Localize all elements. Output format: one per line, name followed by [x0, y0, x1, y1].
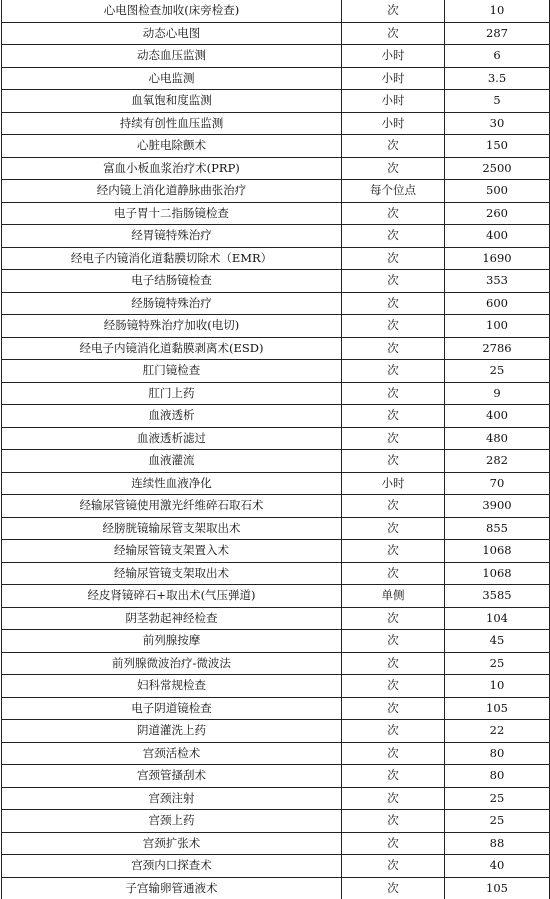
item-name-cell: 妇科常规检查: [2, 675, 342, 698]
price-cell: 100: [445, 315, 550, 338]
price-cell: 5: [445, 90, 550, 113]
table-row: [2, 22, 550, 45]
table-row: [2, 877, 550, 899]
unit-cell: 次: [342, 225, 445, 248]
item-name-cell: 动态心电图: [2, 22, 342, 45]
unit-cell: 次: [342, 630, 445, 653]
table-row: [2, 607, 550, 630]
price-cell: 25: [445, 652, 550, 675]
table-row: [2, 855, 550, 878]
item-name-cell: 肛门上药: [2, 382, 342, 405]
price-cell: 1068: [445, 540, 550, 563]
item-name-cell: 前列腺按摩: [2, 630, 342, 653]
price-cell: 22: [445, 720, 550, 743]
unit-cell: 次: [342, 517, 445, 540]
unit-cell: 次: [342, 0, 445, 22]
unit-cell: 次: [342, 315, 445, 338]
table-row: [2, 517, 550, 540]
unit-cell: 小时: [342, 112, 445, 135]
table-row: [2, 450, 550, 473]
unit-cell: 次: [342, 22, 445, 45]
table-row: [2, 585, 550, 608]
item-name-cell: 阴道灌洗上药: [2, 720, 342, 743]
unit-cell: 小时: [342, 472, 445, 495]
price-cell: 2786: [445, 337, 550, 360]
fee-table-body: [2, 0, 550, 899]
table-row: [2, 315, 550, 338]
unit-cell: 次: [342, 742, 445, 765]
table-row: [2, 427, 550, 450]
price-cell: 25: [445, 810, 550, 833]
item-name-cell: 经电子内镜消化道黏膜切除术（EMR）: [2, 247, 342, 270]
item-name-cell: 经输尿管镜支架置入术: [2, 540, 342, 563]
table-row: [2, 180, 550, 203]
unit-cell: 每个位点: [342, 180, 445, 203]
table-row: [2, 562, 550, 585]
price-cell: 70: [445, 472, 550, 495]
price-cell: 6: [445, 45, 550, 68]
unit-cell: 次: [342, 652, 445, 675]
table-row: [2, 225, 550, 248]
price-cell: 1690: [445, 247, 550, 270]
table-row: [2, 472, 550, 495]
unit-cell: 次: [342, 675, 445, 698]
price-cell: 3585: [445, 585, 550, 608]
table-row: [2, 720, 550, 743]
table-row: [2, 742, 550, 765]
unit-cell: 次: [342, 450, 445, 473]
unit-cell: 次: [342, 697, 445, 720]
table-row: [2, 405, 550, 428]
table-row: [2, 787, 550, 810]
unit-cell: 次: [342, 832, 445, 855]
unit-cell: 次: [342, 405, 445, 428]
price-cell: 855: [445, 517, 550, 540]
price-cell: 9: [445, 382, 550, 405]
price-cell: 3900: [445, 495, 550, 518]
unit-cell: 次: [342, 292, 445, 315]
unit-cell: 次: [342, 495, 445, 518]
item-name-cell: 经皮肾镜碎石+取出术(气压弹道): [2, 585, 342, 608]
price-cell: 150: [445, 135, 550, 158]
price-cell: 2500: [445, 157, 550, 180]
unit-cell: 小时: [342, 90, 445, 113]
item-name-cell: 连续性血液净化: [2, 472, 342, 495]
table-row: [2, 832, 550, 855]
item-name-cell: 宫颈活检术: [2, 742, 342, 765]
item-name-cell: 电子胃十二指肠镜检查: [2, 202, 342, 225]
item-name-cell: 心电监测: [2, 67, 342, 90]
unit-cell: 次: [342, 337, 445, 360]
unit-cell: 次: [342, 157, 445, 180]
item-name-cell: 心脏电除颤术: [2, 135, 342, 158]
unit-cell: 次: [342, 360, 445, 383]
table-row: [2, 652, 550, 675]
item-name-cell: 宫颈注射: [2, 787, 342, 810]
price-cell: 3.5: [445, 67, 550, 90]
unit-cell: 次: [342, 787, 445, 810]
item-name-cell: 血氧饱和度监测: [2, 90, 342, 113]
price-cell: 30: [445, 112, 550, 135]
unit-cell: 次: [342, 720, 445, 743]
price-cell: 1068: [445, 562, 550, 585]
table-row: [2, 202, 550, 225]
item-name-cell: 宫颈管搔刮术: [2, 765, 342, 788]
table-row: [2, 292, 550, 315]
table-row: [2, 382, 550, 405]
item-name-cell: 血液灌流: [2, 450, 342, 473]
item-name-cell: 宫颈上药: [2, 810, 342, 833]
price-cell: 105: [445, 877, 550, 899]
item-name-cell: 子宫输卵管通液术: [2, 877, 342, 899]
unit-cell: 次: [342, 607, 445, 630]
item-name-cell: 血液透析: [2, 405, 342, 428]
price-cell: 25: [445, 787, 550, 810]
item-name-cell: 电子结肠镜检查: [2, 270, 342, 293]
table-row: [2, 270, 550, 293]
unit-cell: 次: [342, 765, 445, 788]
unit-cell: 次: [342, 247, 445, 270]
table-row: [2, 675, 550, 698]
item-name-cell: 经膀胱镜输尿管支架取出术: [2, 517, 342, 540]
table-row: [2, 247, 550, 270]
table-row: [2, 495, 550, 518]
unit-cell: 小时: [342, 67, 445, 90]
item-name-cell: 富血小板血浆治疗术(PRP): [2, 157, 342, 180]
item-name-cell: 宫颈扩张术: [2, 832, 342, 855]
price-cell: 104: [445, 607, 550, 630]
price-cell: 353: [445, 270, 550, 293]
table-row: [2, 337, 550, 360]
table-row: [2, 90, 550, 113]
unit-cell: 次: [342, 877, 445, 899]
unit-cell: 次: [342, 427, 445, 450]
item-name-cell: 经内镜上消化道静脉曲张治疗: [2, 180, 342, 203]
table-row: [2, 45, 550, 68]
table-row: [2, 135, 550, 158]
unit-cell: 次: [342, 382, 445, 405]
table-row: [2, 112, 550, 135]
medical-fee-table: [1, 0, 550, 899]
table-row: [2, 765, 550, 788]
price-cell: 480: [445, 427, 550, 450]
price-cell: 500: [445, 180, 550, 203]
price-cell: 88: [445, 832, 550, 855]
unit-cell: 次: [342, 562, 445, 585]
table-row: [2, 810, 550, 833]
price-cell: 10: [445, 0, 550, 22]
price-cell: 45: [445, 630, 550, 653]
unit-cell: 次: [342, 270, 445, 293]
unit-cell: 次: [342, 855, 445, 878]
item-name-cell: 经输尿管镜使用激光纤维碎石取石术: [2, 495, 342, 518]
item-name-cell: 电子阴道镜检查: [2, 697, 342, 720]
table-row: [2, 540, 550, 563]
item-name-cell: 经电子内镜消化道黏膜剥离术(ESD): [2, 337, 342, 360]
unit-cell: 次: [342, 135, 445, 158]
item-name-cell: 持续有创性血压监测: [2, 112, 342, 135]
price-cell: 105: [445, 697, 550, 720]
item-name-cell: 肛门镜检查: [2, 360, 342, 383]
item-name-cell: 阴茎勃起神经检查: [2, 607, 342, 630]
item-name-cell: 经胃镜特殊治疗: [2, 225, 342, 248]
price-cell: 10: [445, 675, 550, 698]
item-name-cell: 经肠镜特殊治疗加收(电切): [2, 315, 342, 338]
table-row: [2, 157, 550, 180]
item-name-cell: 心电图检查加收(床旁检查): [2, 0, 342, 22]
price-cell: 282: [445, 450, 550, 473]
price-cell: 25: [445, 360, 550, 383]
price-cell: 600: [445, 292, 550, 315]
price-cell: 40: [445, 855, 550, 878]
unit-cell: 次: [342, 810, 445, 833]
item-name-cell: 经输尿管镜支架取出术: [2, 562, 342, 585]
price-cell: 400: [445, 225, 550, 248]
table-row: [2, 0, 550, 22]
table-row: [2, 697, 550, 720]
unit-cell: 单侧: [342, 585, 445, 608]
item-name-cell: 前列腺微波治疗-微波法: [2, 652, 342, 675]
price-cell: 80: [445, 742, 550, 765]
item-name-cell: 宫颈内口探查术: [2, 855, 342, 878]
unit-cell: 次: [342, 540, 445, 563]
unit-cell: 小时: [342, 45, 445, 68]
table-row: [2, 360, 550, 383]
price-cell: 80: [445, 765, 550, 788]
price-cell: 287: [445, 22, 550, 45]
item-name-cell: 经肠镜特殊治疗: [2, 292, 342, 315]
price-cell: 260: [445, 202, 550, 225]
table-row: [2, 630, 550, 653]
item-name-cell: 血液透析滤过: [2, 427, 342, 450]
price-cell: 400: [445, 405, 550, 428]
item-name-cell: 动态血压监测: [2, 45, 342, 68]
unit-cell: 次: [342, 202, 445, 225]
table-row: [2, 67, 550, 90]
